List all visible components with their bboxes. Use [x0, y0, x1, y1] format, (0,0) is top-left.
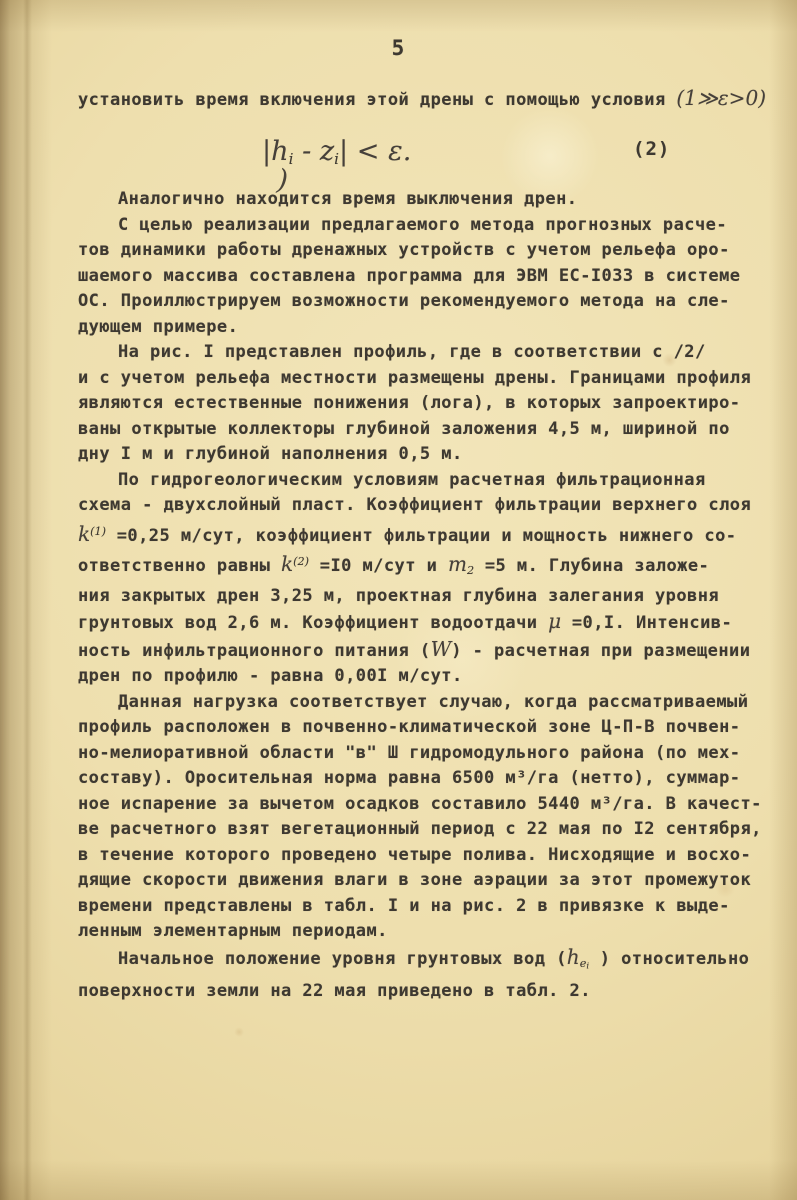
equation-number: (2) [633, 138, 671, 160]
handwritten-math: e [579, 956, 587, 970]
text-line [78, 187, 784, 213]
text-line [78, 690, 784, 716]
typewritten-text: =5 м. Глубина заложе- [474, 556, 710, 577]
handwritten-math: μ [548, 609, 562, 634]
typewritten-text: шаемого массива составлена программа для ЭВМ ЕС-I033 в системе [78, 265, 741, 286]
text-line [78, 919, 784, 945]
text-line [78, 584, 784, 610]
text-line [78, 519, 784, 550]
text-line [78, 741, 784, 767]
typewritten-text: в течение которого проведено четыре полива. Нисходящие и восхо- [78, 844, 752, 865]
handwritten-math: i [586, 960, 590, 971]
text-line [78, 868, 784, 894]
handwritten-math: - z [293, 136, 335, 167]
handwritten-math: h [566, 944, 580, 969]
typewritten-text: =0,25 м/сут, коэффициент фильтрации и мощность нижнего со- [106, 525, 737, 546]
text-line [78, 817, 784, 843]
handwritten-math: i [288, 149, 294, 168]
text-line [78, 468, 784, 494]
typewritten-text: ваны открытые коллекторы глубиной заложения 4,5 м, шириной по [78, 418, 730, 439]
typewritten-text: ) - расчетная при размещении [451, 640, 751, 661]
text-line [78, 715, 784, 741]
typewritten-text: ве расчетного взят вегетационный период с 22 мая по I2 сентября, [78, 819, 762, 840]
typewritten-text: ответственно равны [78, 556, 282, 577]
handwritten-math: W [430, 636, 452, 661]
typewritten-text: ) относительно [589, 948, 750, 969]
typewritten-text: поверхности земли на 22 мая приведено в табл. 2. [78, 981, 591, 1002]
typewritten-text: ное испарение за вычетом осадков составило 5440 м³/га. В качест- [78, 793, 762, 814]
text-line [78, 391, 784, 417]
text-line [78, 366, 784, 392]
typewritten-text: являются естественные понижения (лога), в которых запроектиро- [78, 393, 741, 413]
typewritten-text: Данная нагрузка соответствует случаю, когда рассматриваемый [118, 691, 749, 712]
handwritten-math: (2) [293, 555, 310, 569]
typewritten-text: По гидрогеологическим условиям расчетная фильтрационная [118, 469, 706, 490]
typewritten-text: но-мелиоративной области "в" Ш гидромодульного района (по мех- [78, 742, 741, 763]
text-line [78, 609, 784, 637]
page-number: 5 [391, 36, 406, 60]
typewritten-text: ОС. Проиллюстрируем возможности рекомендуемого метода на сле- [78, 291, 730, 311]
typewritten-text: ность инфильтрационного питания ( [78, 640, 431, 661]
text-line [78, 637, 784, 665]
handwritten-math: | < ε. [339, 136, 412, 167]
typewritten-text: дующем примере. [78, 316, 239, 337]
text-line [78, 549, 784, 583]
typewritten-text: Аналогично находится время выключения дрен. [118, 189, 578, 209]
text-line [78, 264, 784, 290]
text-line [78, 792, 784, 818]
typewritten-text: грунтовых вод 2,6 м. Коэффициент водоотдачи [78, 613, 549, 634]
intro-line [78, 86, 766, 110]
typewritten-text: Начальное положение уровня грунтовых вод ( [118, 948, 567, 969]
handwritten-math: k [281, 552, 294, 577]
text-line [78, 979, 784, 1005]
handwritten-math: 2 [467, 564, 475, 578]
typewritten-text: тов динамики работы дренажных устройств с учетом рельефа оро- [78, 240, 730, 260]
typewritten-text: профиль расположен в почвенно-климатической зоне Ц-П-В почвен- [78, 717, 741, 738]
text-line [78, 289, 784, 315]
typewritten-text: составу). Оросительная норма равна 6500 м³/га (нетто), суммар- [78, 768, 741, 789]
text-line [78, 894, 784, 920]
equation-row [0, 136, 797, 176]
typewritten-text: ния закрытых дрен 3,25 м, проектная глубина залегания уровня [78, 585, 720, 606]
typewritten-text: =0,I. Интенсив- [561, 613, 733, 634]
handwritten-math: k [78, 521, 91, 546]
text-line [78, 766, 784, 792]
handwritten-math: (1≫ε>0) [676, 86, 767, 110]
typewritten-text: установить время включения этой дрены с помощью условия [78, 90, 677, 110]
typewritten-text: и с учетом рельефа местности размещены дрены. Границами профиля [78, 367, 752, 388]
typewritten-text: времени представлены в табл. I и на рис. 2 в привязке к выде- [78, 895, 730, 916]
typewritten-text: =I0 м/сут и [309, 556, 448, 577]
text-line [78, 664, 784, 690]
body-text [78, 187, 784, 1005]
handwritten-math: (1) [90, 524, 107, 538]
typewritten-text: дящие скорости движения влаги в зоне аэрации за этот промежуток [78, 870, 752, 891]
text-line [78, 493, 784, 519]
typewritten-text: На рис. I представлен профиль, где в соответствии с /2/ [118, 342, 706, 362]
text-line [78, 340, 784, 366]
text-line [78, 843, 784, 869]
handwritten-math: i [334, 149, 340, 168]
text-line [78, 213, 784, 239]
typewritten-text: схема - двухслойный пласт. Коэффициент фильтрации верхнего слоя [78, 495, 752, 515]
text-line [78, 417, 784, 443]
text-line [78, 442, 784, 468]
handwritten-math: |h [262, 136, 289, 167]
handwritten-math: m [447, 552, 467, 577]
typewritten-text: С целью реализации предлагаемого метода прогнозных расче- [118, 214, 728, 235]
handwritten-paren-mark: ) [275, 162, 290, 197]
text-line [78, 238, 784, 264]
text-line [78, 315, 784, 341]
typewritten-text: дрен по профилю - равна 0,00I м/сут. [78, 666, 463, 687]
typewritten-text: дну I м и глубиной наполнения 0,5 м. [78, 444, 463, 464]
typewritten-text: ленным элементарным периодам. [78, 921, 388, 942]
text-line [78, 945, 784, 980]
